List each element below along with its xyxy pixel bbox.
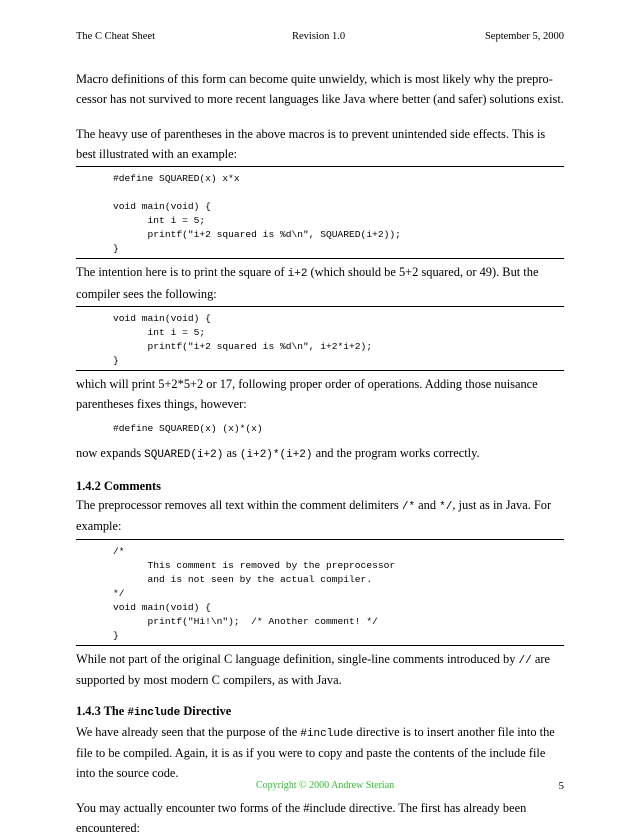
header-date: September 5, 2000: [484, 31, 564, 42]
code-text: void main(void) { int i = 5; printf("i+2 squared is %d\n", i+2*i+2); }: [113, 313, 373, 366]
inline-code: (i+2)*(i+2): [239, 449, 313, 461]
inline-code: */: [439, 500, 453, 513]
inline-code: #include: [300, 727, 354, 740]
page-content: [76, 70, 564, 838]
code-text: #define SQUARED(x) x*x void main(void) { int i = 5; printf("i+2 squared is %d\n", SQUARED(i+2)); }: [113, 173, 401, 254]
paragraph-single-line-comments: While not part of the original C language definition, single-line comments introduced by // are supported by most modern C compilers, as with Java.: [76, 651, 550, 687]
page-header: [76, 31, 564, 47]
inline-code: #include: [127, 706, 181, 719]
inline-code: /*: [401, 500, 416, 513]
paragraph-now-expands: now expands SQUARED(i+2) as (i+2)*(i+2) and the program works correctly.: [76, 446, 480, 461]
paragraph-include-purpose: We have already seen that the purpose of the #include directive is to insert another file into the file to be compiled. Again, it is as if you were to copy and paste the contents of the include file into the source code.: [76, 724, 555, 780]
code-text: /* This comment is removed by the preprocessor and is not seen by the actual compiler. */ void main(void) { printf("Hi!\n"); /* Another comment! */ }: [113, 545, 396, 641]
copyright-notice: Copyright © 2000 Andrew Sterian: [256, 780, 395, 791]
code-text: #define SQUARED(x) (x)*(x): [113, 423, 263, 434]
paragraph-parentheses: The heavy use of parentheses in the above macros is to prevent unintended side effects. This is best illustrated with an example:: [76, 127, 546, 161]
inline-code: //: [518, 654, 532, 667]
page-footer: [76, 780, 564, 796]
paragraph-include-forms: You may actually encounter two forms of the #include directive. The first has already been encountered:: [76, 801, 527, 835]
inline-code: SQUARED(i+2): [144, 449, 224, 461]
page-number: 5: [558, 780, 564, 792]
section-heading-comments: 1.4.2 Comments: [76, 478, 162, 493]
code-block-comments: [76, 539, 564, 646]
code-block-fixed-macro: [76, 414, 564, 444]
header-revision: Revision 1.0: [292, 31, 346, 42]
paragraph-macro-definitions: Macro definitions of this form can become quite unwieldy, which is most likely why the prepro- cessor has not survived to more recent languages like Java where better (and safer) solutions exist.: [76, 72, 564, 106]
inline-code: i+2: [287, 268, 308, 280]
paragraph-comments: The preprocessor removes all text within the comment delimiters /* and */, just as in Java. For example:: [76, 497, 552, 533]
paragraph-operations: which will print 5+2*5+2 or 17, following proper order of operations. Adding those nuisance parentheses fixes things, however:: [76, 377, 538, 411]
section-heading-include: 1.4.3 The #include Directive: [76, 703, 232, 719]
code-block-squared-macro: [76, 166, 564, 259]
code-block-expanded: [76, 306, 564, 371]
header-title: The C Cheat Sheet: [76, 31, 156, 42]
paragraph-intention: The intention here is to print the square of i+2 (which should be 5+2 squared, or 49). But the compiler sees the following:: [76, 265, 539, 301]
